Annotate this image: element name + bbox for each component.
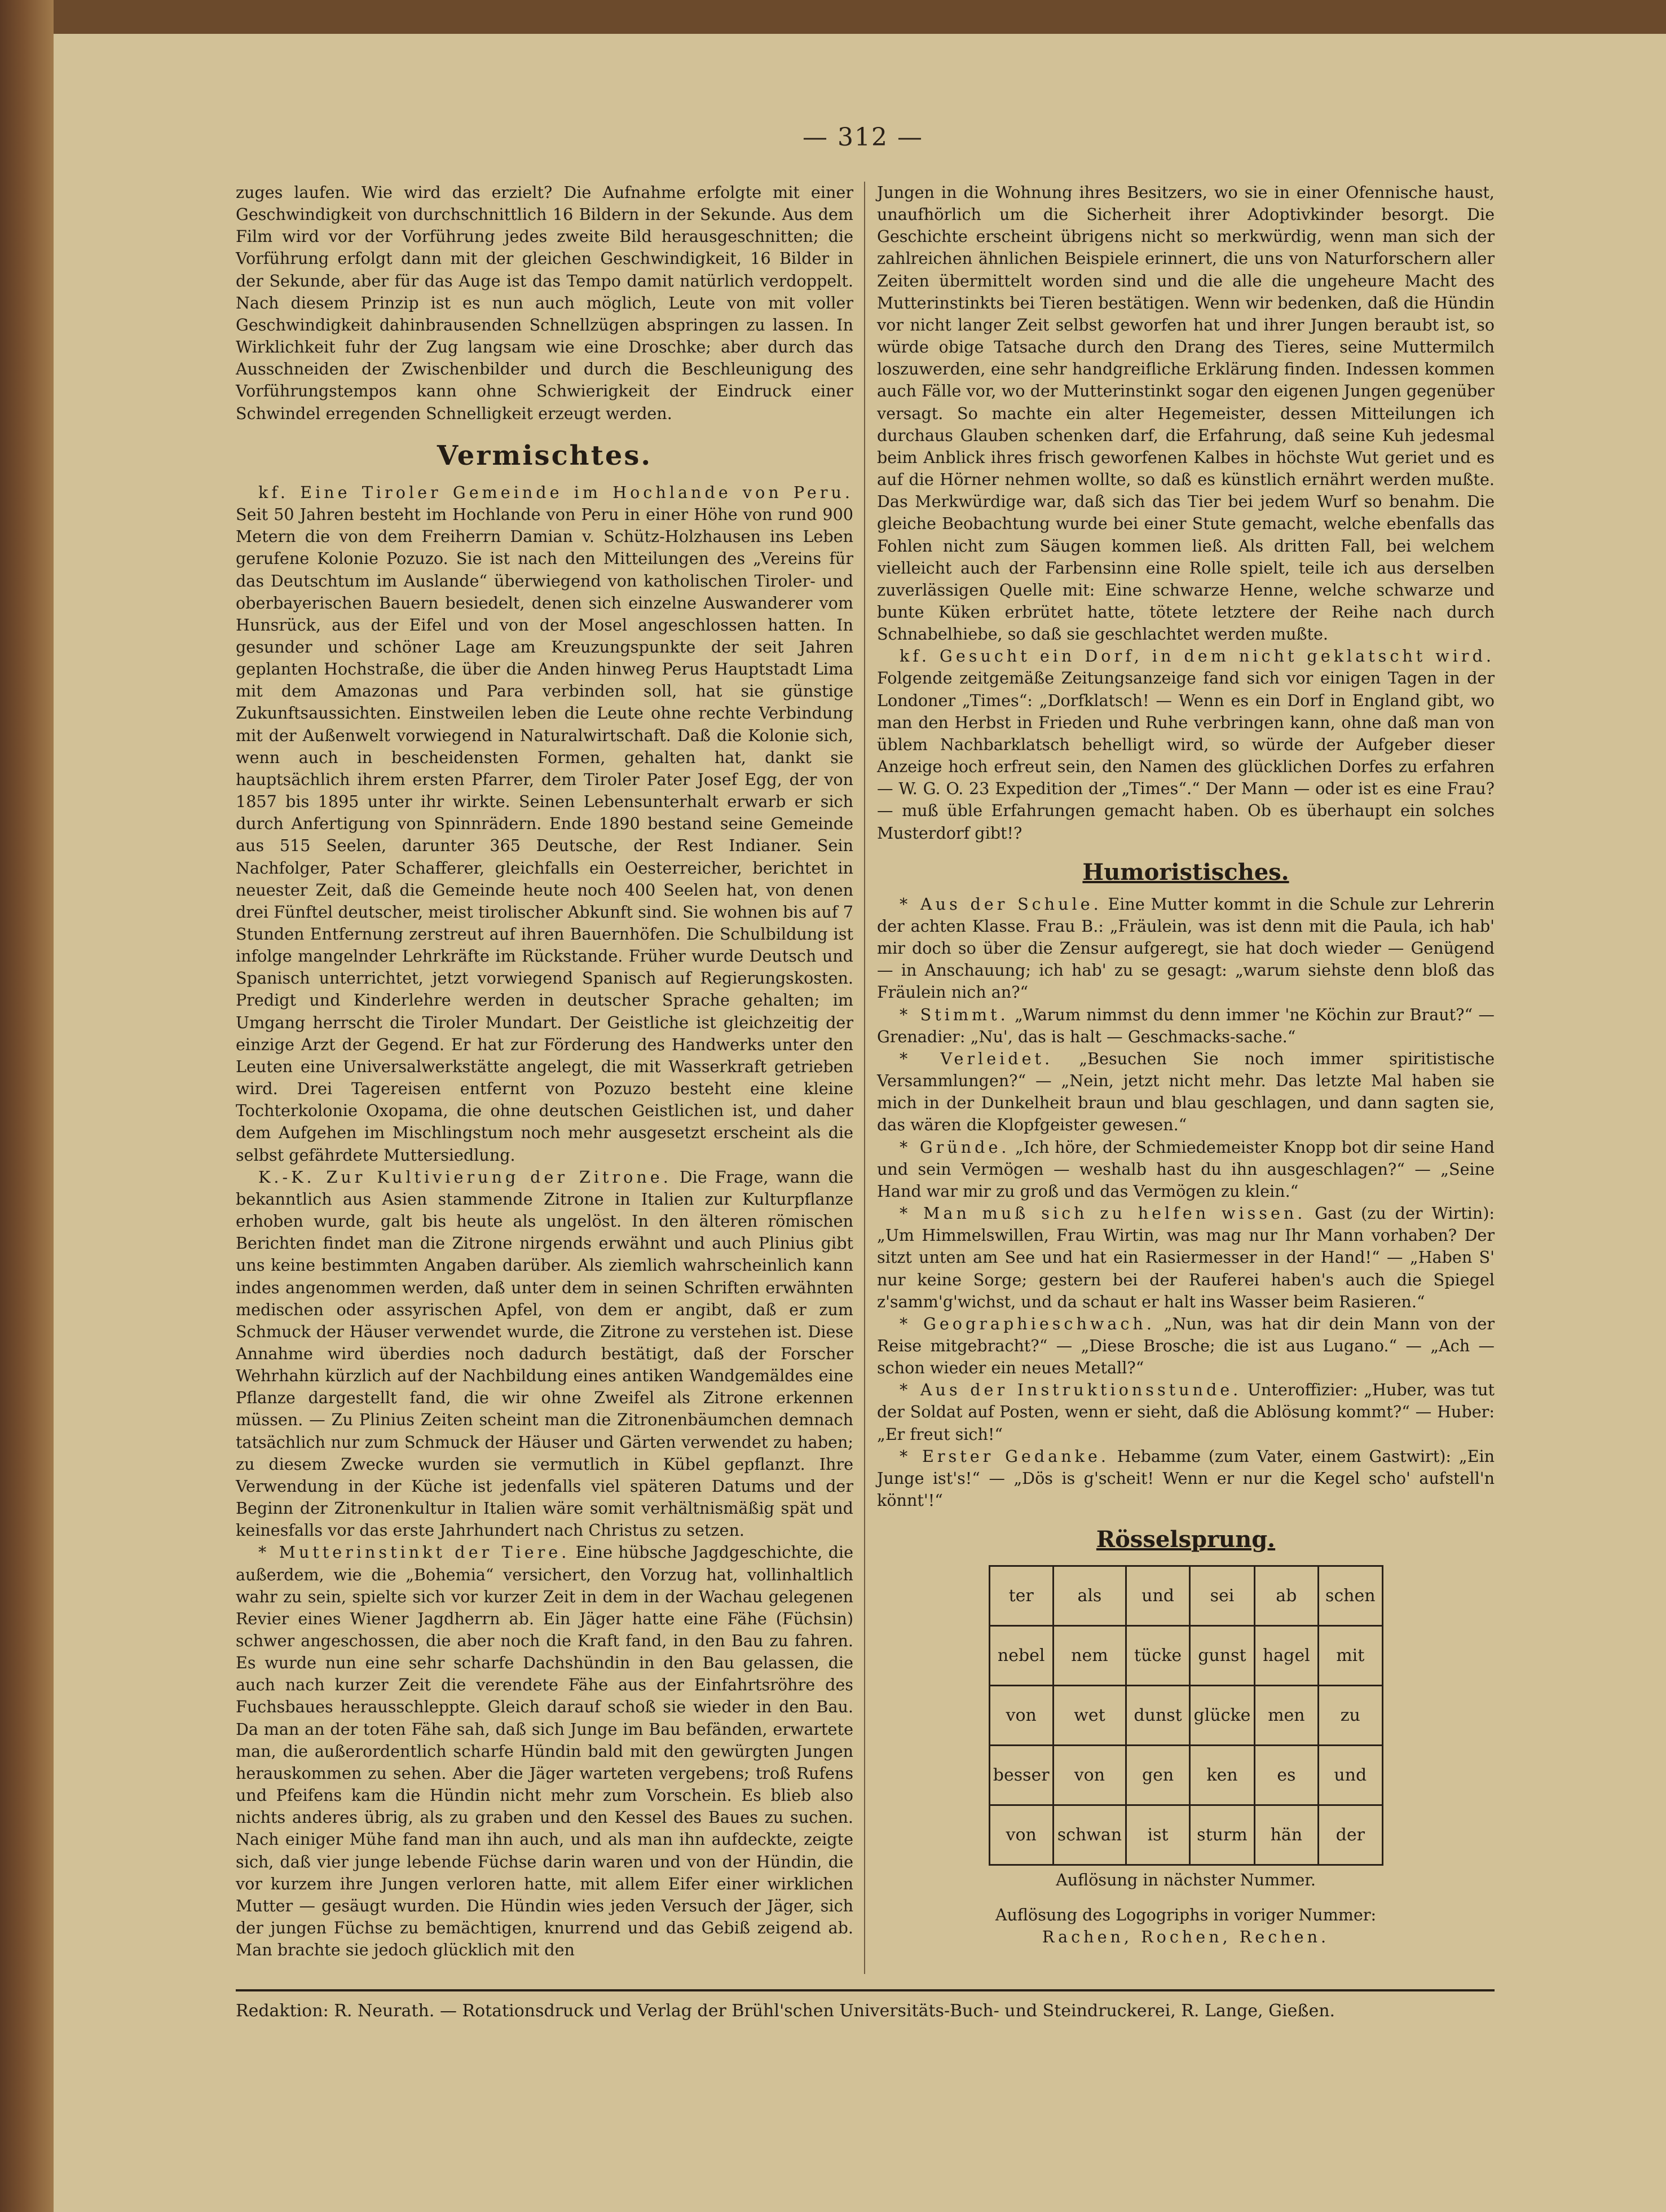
grid-cell: ter (989, 1566, 1053, 1626)
grid-cell: glücke (1190, 1686, 1254, 1746)
grid-cell: und (1319, 1746, 1382, 1805)
joke-lead: * Gründe. (900, 1137, 1010, 1157)
grid-cell: nebel (989, 1626, 1053, 1686)
imprint-footer: Redaktion: R. Neurath. — Rotationsdruck und Verlag der Brühl'schen Universitäts-Buch- und Steindruckerei, R. Lange, Gießen. (236, 2001, 1336, 2021)
grid-cell: schwan (1053, 1805, 1126, 1865)
grid-cell: zu (1319, 1686, 1382, 1746)
grid-cell: wet (1053, 1686, 1126, 1746)
joke (877, 1136, 1495, 1202)
grid-row (989, 1686, 1382, 1746)
grid-row (989, 1805, 1382, 1865)
grid-cell: und (1126, 1566, 1189, 1626)
grid-cell: besser (989, 1746, 1053, 1805)
grid-cell: ist (1126, 1805, 1189, 1865)
grid-row (989, 1746, 1382, 1805)
section-title-roesselsprung: Rösselsprung. (1096, 1526, 1276, 1553)
section-title-vermischtes: Vermischtes. (437, 439, 653, 472)
article-dorfklatsch (877, 645, 1495, 844)
grid-cell: von (989, 1805, 1053, 1865)
joke-lead: * Erster Gedanke. (900, 1446, 1109, 1466)
grid-cell: ken (1190, 1746, 1254, 1805)
article-lead: kf. Gesucht ein Dorf, in dem nicht geklatscht wird. (900, 646, 1495, 666)
page-number: — 312 — (803, 123, 923, 152)
joke (877, 893, 1495, 1004)
joke-lead: * Man muß sich zu helfen wissen. (900, 1204, 1306, 1223)
book-spine (0, 0, 54, 2212)
grid-cell: von (989, 1686, 1053, 1746)
grid-cell: dunst (1126, 1686, 1189, 1746)
joke-text: Eine Mutter kommt in die Schule zur Lehrerin der achten Klasse. Frau B.: „Fräulein, was ist denn mit die Paula, ich hab' mir doch so über die Zensur aufgeregt, sie hat doch wieder — Genügend — in Anschauung; ich hab' zu se gesagt: „warum siehste denn bloß das Fräulein nich an?“ (877, 894, 1495, 1002)
section-title-humoristisches: Humoristisches. (1082, 858, 1289, 885)
puzzle-note: Auflösung in nächster Nummer. (1056, 1870, 1316, 1890)
column-rule (864, 182, 865, 1974)
grid-cell: hagel (1254, 1626, 1318, 1686)
article-lead: * Mutterinstinkt der Tiere. (258, 1543, 570, 1562)
article-body: Seit 50 Jahren besteht im Hochlande von Peru in einer Höhe von rund 900 Metern die von dem Freiherrn Damian v. Schütz-Holzhausen ins Leben gerufene Kolonie Pozuzo. Sie ist nach den Mitteilungen des „Vereins für das Deutschtum im Auslande“ überwiegend von katholischen Tiroler- und oberbayerischen Bauern besiedelt, denen sich einzelne Auswanderer vom Hunsrück, aus der Eifel und von der Mosel angeschlossen hatten. In gesunder und schöner Lage am Kreuzungspunkte der seit Jahren geplanten Hochstraße, die über die Anden hinweg Perus Hauptstadt Lima mit dem Amazonas und Para verbinden soll, hat sie günstige Zukunftsaussichten. Einstweilen leben die Leute ohne rechte Verbindung mit der Außenwelt vorwiegend in Naturalwirtschaft. Daß die Kolonie sich, wenn auch in bescheidensten Formen, gehalten hat, dankt sie hauptsächlich ihrem ersten Pfarrer, dem Tiroler Pater Josef Egg, der von 1857 bis 1895 unter ihr wirkte. Seinen Lebensunterhalt erwarb er sich durch Anfertigung von Spinnrädern. Ende 1890 bestand seine Gemeinde aus 515 Seelen, darunter 365 Deutsche, der Rest Indianer. Sein Nachfolger, Pater Schafferer, gleichfalls ein Oesterreicher, berichtet in neuester Zeit, daß die Gemeinde heute noch 400 Seelen hat, von denen drei Fünftel deutscher, meist tirolischer Abkunft sind. Sie wohnen bis auf 7 Stunden Entfernung zerstreut auf ihren Bauernhöfen. Die Schulbildung ist infolge mangelnder Lehrkräfte im Rückstande. Früher wurde Deutsch und Spanisch unterrichtet, jetzt vorwiegend Spanisch auf Regierungskosten. Predigt und Kinderlehre werden in deutscher Sprache gehalten; im Umgang herrscht die Tiroler Mundart. Der Geistliche ist gleichzeitig der einzige Arzt der Gegend. Er hat zur Förderung des Handwerks unter den Leuten eine Universalwerkstätte angelegt, die mit Wasserkraft getrieben wird. Drei Tagereisen entfernt von Pozuzo besteht eine kleine Tochterkolonie Oxopama, die ohne deutschen Geistlichen ist, und daher dem Aufgehen im Mischlingstum noch mehr ausgesetzt erscheint als die selbst gefährdete Muttersiedlung. (236, 505, 853, 1165)
joke-lead: * Aus der Schule. (900, 894, 1102, 914)
article-mutterinstinkt (236, 1541, 853, 1961)
article-lead: K.-K. Zur Kultivierung der Zitrone. (258, 1167, 672, 1187)
joke-text: Gast (zu der Wirtin): „Um Himmelswillen, Frau Wirtin, was mag nur Ihr Mann vorhaben? Der sitzt unten am See und hat ein Rasiermesser in der Hand!“ — „Haben S' nur keine Sorge; gestern bei der Rauferei haben's auch die Spiegel z'samm'g'wichst, und da schaut er halt ins Wasser beim Rasieren.“ (877, 1204, 1495, 1311)
grid-row (989, 1626, 1382, 1686)
mutterinstinkt-continuation: Jungen in die Wohnung ihres Besitzers, wo sie in einer Ofennische haust, unaufhörlich um die Sicherheit ihrer Adoptivkinder besorgt. Die Geschichte erscheint übrigens nicht so merkwürdig, wenn man sich der zahlreichen ähnlichen Beispiele erinnert, die uns von Naturforschern aller Zeiten übermittelt worden sind und die alle die ungeheure Macht des Mutterinstinkts bei Tieren bestätigen. Wenn wir bedenken, daß die Hündin vor nicht langer Zeit selbst geworfen hat und ihrer Jungen beraubt ist, so würde obige Tatsache durch den Drang des Tieres, seine Muttermilch loszuwerden, eine sehr handgreifliche Erklärung finden. Indessen kommen auch Fälle vor, wo der Mutterinstinkt sogar den eigenen Jungen gegenüber versagt. So machte ein alter Hegemeister, dessen Mitteilungen ich durchaus Glauben schenken darf, die Erfahrung, daß seine Kuh jedesmal beim Anblick ihres frisch geworfenen Kalbes in höchste Wut geriet und es auf die Hörner nehmen wollte, so daß es künstlich ernährt werden mußte. Das Merkwürdige war, daß sich das Tier bei jedem Wurf so benahm. Die gleiche Beobachtung wurde bei einer Stute gemacht, welche ebenfalls das Fohlen nicht zum Säugen kommen ließ. Als dritten Fall, bei welchem vielleicht auch der Farbensinn eine Rolle spielt, teile ich aus derselben zuverlässigen Quelle mit: Eine schwarze Henne, welche schwarze und bunte Küken erbrütet hatte, tötete letztere der Reihe nach durch Schnabelhiebe, so daß sie geschlachtet werden mußte. (877, 183, 1495, 644)
joke (877, 1202, 1495, 1313)
grid-cell: als (1053, 1566, 1126, 1626)
joke (877, 1048, 1495, 1136)
logogriph-title: Auflösung des Logogriphs in voriger Nummer: (995, 1905, 1377, 1924)
joke-text: „Ich höre, der Schmiedemeister Knopp bot dir seine Hand und sein Vermögen — weshalb hast du ihn ausgeschlagen?“ — „Seine Hand war mir zu groß und das Vermögen zu klein.“ (877, 1137, 1495, 1201)
grid-cell: men (1254, 1686, 1318, 1746)
roesselsprung-grid (989, 1565, 1383, 1866)
joke-text: „Warum nimmst du denn immer 'ne Köchin zur Braut?“ — Grenadier: „Nu', das is halt — Geschmacks-sache.“ (877, 1004, 1495, 1046)
left-column (236, 182, 853, 1961)
grid-cell: sturm (1190, 1805, 1254, 1865)
right-column (877, 182, 1495, 1948)
joke (877, 1313, 1495, 1379)
joke-text: Hebamme (zum Vater, einem Gastwirt): „Ein Junge ist's!“ — „Dös is g'scheit! Wenn er nur die Kegel scho' aufstell'n könnt'!“ (877, 1446, 1495, 1510)
grid-cell: tücke (1126, 1626, 1189, 1686)
logogriph-answer: Rachen, Rochen, Rechen. (1042, 1927, 1330, 1946)
grid-row (989, 1566, 1382, 1626)
joke-text: „Besuchen Sie noch immer spiritistische Versammlungen?“ — „Nein, jetzt nicht mehr. Das letzte Mal haben sie mich in der Dunkelheit braun und blau geschlagen, und dann sagten sie, das wären die Klopfgeister gewesen.“ (877, 1048, 1495, 1135)
article-tirol-peru (236, 482, 853, 1166)
article-body: Eine hübsche Jagdgeschichte, die außerdem, wie die „Bohemia“ versichert, den Vorzug hat, vollinhaltlich wahr zu sein, spielte sich vor kurzer Zeit in dem in der Wachau gelegenen Revier eines Wiener Jagdherrn ab. Ein Jäger hatte eine Fähe (Füchsin) schwer angeschossen, die aber noch die Kraft fand, in den Bau zu fahren. Es wurde nun eine sehr scharfe Dachshündin in den Bau gelassen, die auch nach kurzer Zeit die verendete Fähe aus der Einfahrtsröhre des Fuchsbaues herausschleppte. Gleich darauf schoß sie wieder in den Bau. Da man an der toten Fähe sah, daß sich Junge im Bau befänden, erwartete man, die außerordentlich scharfe Hündin bald mit den gewürgten Jungen herauskommen zu sehen. Aber die Jäger warteten vergebens; troß Rufens und Pfeifens kam die Hündin nicht mehr zum Vorschein. Es blieb also nichts anderes übrig, als zu graben und den Kessel des Baues zu suchen. Nach einiger Mühe fand man ihn auch, und als man ihn aufdeckte, zeigte sich, daß vier junge lebende Füchse darin waren und von der Hündin, die vor kurzem ihre Jungen verloren hatte, mit allem Eifer einer wirklichen Mutter — gesäugt wurden. Die Hündin wies jeden Versuch der Jäger, sich der jungen Füchse zu bemächtigen, knurrend und das Gebiß zeigend ab. Man brachte sie jedoch glücklich mit den (236, 1543, 853, 1960)
article-body: Die Frage, wann die bekanntlich aus Asien stammende Zitrone in Italien zur Kulturpflanze erhoben wurde, galt bis heute als ungelöst. In den älteren römischen Berichten findet man die Zitrone nirgends erwähnt und auch Plinius gibt uns keine bestimmten Angaben darüber. Als ziemlich wahrscheinlich kann indes angenommen werden, daß unter dem in seinen Schriften erwähnten medischen oder assyrischen Apfel, von dem er angibt, daß er zum Schmuck der Häuser verwendet wurde, die Zitrone zu verstehen ist. Diese Annahme wird überdies noch dadurch bestätigt, daß der Forscher Wehrhahn kürzlich auf der Nachbildung eines antiken Wandgemäldes eine Pflanze dargestellt fand, die wir ohne Zweifel als Zitrone erkennen müssen. — Zu Plinius Zeiten scheint man die Zitronenbäumchen demnach tatsächlich nur zum Schmuck der Häuser und Gärten verwendet zu haben; zu diesem Zwecke wurden sie vermutlich in Kübel gepflanzt. Ihre Verwendung in der Küche ist jedenfalls viel späteren Datums und der Beginn der Zitronenkultur in Italien wäre somit verhältnismäßig spät und keinesfalls vor das erste Jahrhundert nach Christus zu setzen. (236, 1167, 853, 1540)
grid-cell: nem (1053, 1626, 1126, 1686)
joke (877, 1004, 1495, 1048)
grid-cell: schen (1319, 1566, 1382, 1626)
grid-cell: mit (1319, 1626, 1382, 1686)
joke-text: Unteroffizier: „Huber, was tut der Soldat auf Posten, wenn er sieht, daß die Ablösung kommt?“ — Huber: „Er freut sich!“ (877, 1380, 1495, 1444)
grid-cell: es (1254, 1746, 1318, 1805)
grid-cell: sei (1190, 1566, 1254, 1626)
joke-lead: * Geographieschwach. (900, 1314, 1155, 1333)
grid-cell: hän (1254, 1805, 1318, 1865)
grid-cell: der (1319, 1805, 1382, 1865)
article-lead: kf. Eine Tiroler Gemeinde im Hochlande von Peru. (258, 482, 853, 502)
book-top-edge (0, 0, 1666, 34)
joke-lead: * Aus der Instruktionsstunde. (900, 1380, 1242, 1400)
film-article-continuation: zuges laufen. Wie wird das erzielt? Die Aufnahme erfolgte mit einer Geschwindigkeit von durchschnittlich 16 Bildern in der Sekunde. Aus dem Film wird vor der Vorführung jedes zweite Bild herausgeschnitten; die Vorführung erfolgt dann mit der gleichen Geschwindigkeit, 16 Bilder in der Sekunde, aber für das Auge ist das Tempo damit natürlich verdoppelt. Nach diesem Prinzip ist es nun auch möglich, Leute von mit voller Geschwindigkeit dahinbrausenden Schnellzügen abspringen zu lassen. In Wirklichkeit fuhr der Zug langsam wie eine Droschke; aber durch das Ausschneiden der Zwischenbilder und durch die Beschleunigung des Vorführungstempos kann ohne Schwierigkeit der Eindruck einer Schwindel erregenden Schnelligkeit erzeugt werden. (236, 183, 853, 423)
joke-lead: * Stimmt. (900, 1004, 1009, 1024)
article-body: Folgende zeitgemäße Zeitungsanzeige fand sich vor einigen Tagen in der Londoner „Times“: „Dorfklatsch! — Wenn es ein Dorf in England gibt, wo man den Herbst in Frieden und Ruhe verbringen kann, ohne daß man von üblem Nachbarklatsch behelligt wird, so würde der Aufgeber dieser Anzeige hoch erfreut sein, den Namen des glücklichen Dorfes zu erfahren — W. G. O. 23 Expedition der „Times“.“ Der Mann — oder ist es eine Frau? — muß üble Erfahrungen gemacht haben. Ob es überhaupt ein solches Musterdorf gibt!? (877, 668, 1495, 843)
footer-rule (236, 1989, 1495, 1991)
grid-cell: von (1053, 1746, 1126, 1805)
joke (877, 1379, 1495, 1445)
grid-cell: gen (1126, 1746, 1189, 1805)
grid-cell: gunst (1190, 1626, 1254, 1686)
article-zitrone (236, 1166, 853, 1542)
joke-text: „Nun, was hat dir dein Mann von der Reise mitgebracht?“ — „Diese Brosche; die ist aus Lugano.“ — „Ach — schon wieder ein neues Metall?“ (877, 1314, 1495, 1378)
grid-cell: ab (1254, 1566, 1318, 1626)
joke (877, 1446, 1495, 1512)
joke-lead: * Verleidet. (900, 1048, 1054, 1068)
